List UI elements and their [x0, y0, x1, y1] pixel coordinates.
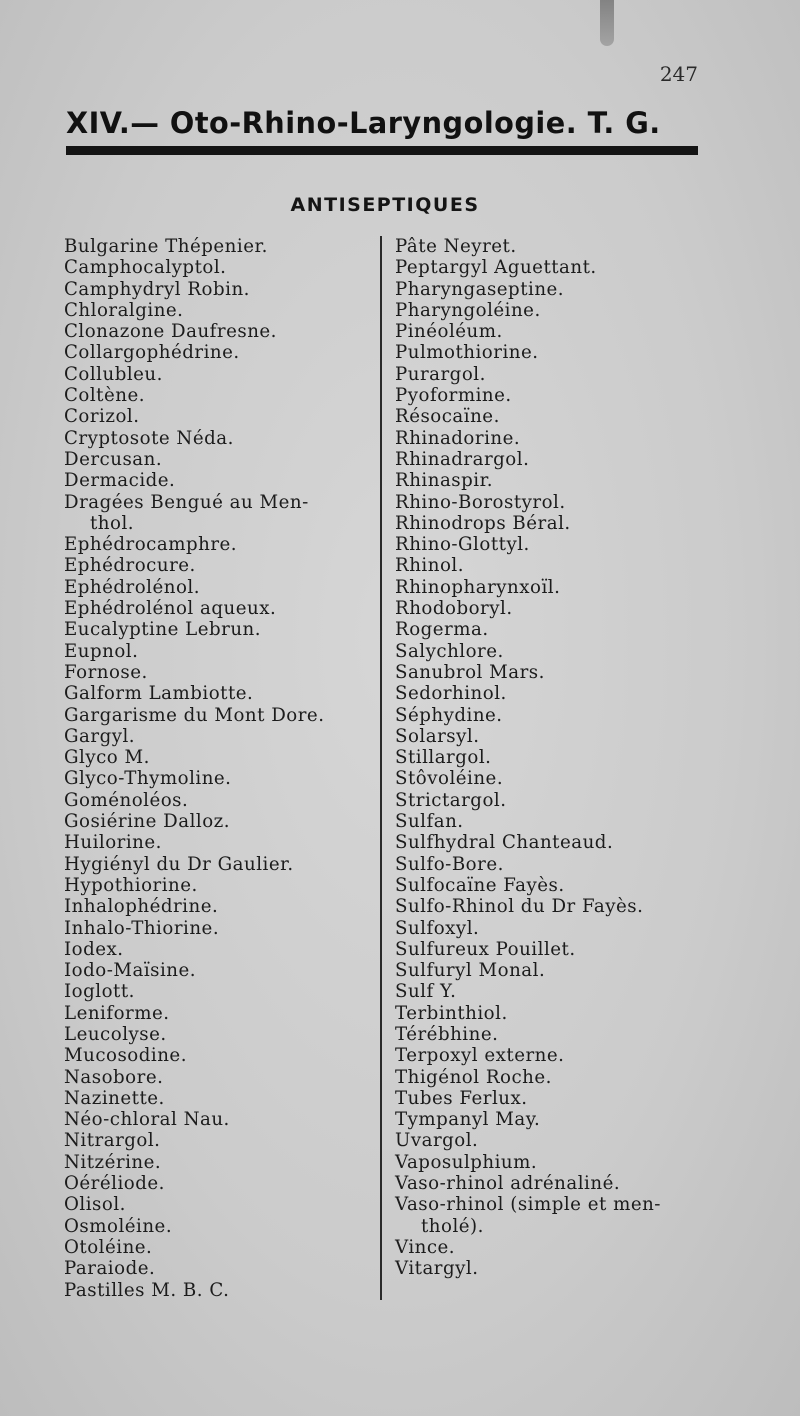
list-item: Bulgarine Thépenier.	[64, 236, 268, 257]
list-item: Dermacide.	[64, 470, 176, 492]
list-item: Dragées Bengué au Men-	[64, 491, 309, 513]
chapter-title: XIV.— Oto-Rhino-Laryngologie. T. G.	[66, 106, 661, 140]
list-item: Pinéoléum.	[395, 321, 503, 343]
list-item: Strictargol.	[395, 789, 507, 811]
list-item: Vince.	[395, 1236, 456, 1258]
list-item: Vaso-rhinol adrénaliné.	[395, 1173, 621, 1195]
section-heading: ANTISEPTIQUES	[290, 194, 480, 216]
list-item: Pulmothiorine.	[395, 342, 539, 364]
list-item: Nitrargol.	[64, 1130, 161, 1152]
list-item: Hypothiorine.	[64, 874, 198, 896]
list-item: Clonazone Daufresne.	[64, 321, 277, 343]
list-item: Sulfureux Pouillet.	[395, 938, 576, 960]
list-item: Ephédrolénol aqueux.	[64, 598, 277, 620]
list-item: Chloralgine.	[64, 299, 184, 321]
list-item: Sulfhydral Chanteaud.	[395, 832, 614, 854]
list-item: Purargol.	[395, 363, 486, 385]
page-number: 247	[659, 62, 698, 86]
list-item: Huilorine.	[64, 832, 162, 854]
list-item: Sulfo-Bore.	[395, 853, 504, 875]
list-item: Sulfo-Rhinol du Dr Fayès.	[395, 896, 644, 918]
list-item: Leucolyse.	[64, 1023, 167, 1045]
list-item: Séphydine.	[395, 704, 503, 726]
list-item: Rhinadrargol.	[395, 448, 530, 470]
list-item: Sulfan.	[395, 811, 464, 833]
list-item: Mucosodine.	[64, 1045, 187, 1067]
list-item: tholé).	[421, 1215, 484, 1237]
list-item: Rhinopharynxoïl.	[395, 576, 561, 598]
list-item: Stôvoléine.	[395, 768, 504, 790]
list-item: Rhino-Borostyrol.	[395, 491, 566, 513]
list-item: Peptargyl Aguettant.	[395, 257, 597, 279]
left-column-list	[64, 236, 376, 1301]
list-item: Olisol.	[64, 1194, 126, 1216]
title-rule	[66, 146, 698, 155]
list-item: Vaso-rhinol (simple et men-	[395, 1194, 661, 1216]
ink-smudge	[600, 0, 614, 46]
list-item: Pharyngaseptine.	[395, 278, 565, 300]
list-item: Nazinette.	[64, 1087, 165, 1109]
list-item: Oéréliode.	[64, 1173, 165, 1195]
list-item: Rhinaspir.	[395, 470, 494, 492]
list-item: Vitargyl.	[395, 1258, 479, 1280]
list-item: Salychlore.	[395, 640, 504, 662]
list-item: Eucalyptine Lebrun.	[64, 619, 262, 641]
list-item: Eupnol.	[64, 640, 139, 662]
list-item: Résocaïne.	[395, 406, 500, 428]
list-item: Glyco-Thymoline.	[64, 768, 232, 790]
list-item: Sanubrol Mars.	[395, 661, 545, 683]
list-item: Collubleu.	[64, 363, 163, 385]
list-item: Tubes Ferlux.	[395, 1087, 528, 1109]
list-item: Pharyngoléine.	[395, 299, 541, 321]
list-item: Nasobore.	[64, 1066, 164, 1088]
list-item: Terpoxyl externe.	[395, 1045, 565, 1067]
list-item: Otoléine.	[64, 1236, 153, 1258]
list-item: Stillargol.	[395, 747, 492, 769]
list-item: Terbinthiol.	[395, 1002, 508, 1024]
list-item: Solarsyl.	[395, 725, 480, 747]
list-item: Ephédrocamphre.	[64, 534, 238, 556]
list-item: Coltène.	[64, 385, 146, 407]
list-item: Ioglott.	[64, 981, 135, 1003]
list-item: Sulf Y.	[395, 981, 457, 1003]
list-item: Corizol.	[64, 406, 140, 428]
list-item: Iodo-Maïsine.	[64, 960, 197, 982]
list-item: Térébhine.	[395, 1023, 499, 1045]
list-item: Pâte Neyret.	[395, 236, 517, 257]
list-item: Inhalophédrine.	[64, 896, 219, 918]
list-item: Camphydryl Robin.	[64, 278, 250, 300]
list-item: Tympanyl May.	[395, 1109, 541, 1131]
list-item: Gosiérine Dalloz.	[64, 811, 231, 833]
list-item: Gargarisme du Mont Dore.	[64, 704, 325, 726]
list-item: Ephédrolénol.	[64, 576, 201, 598]
list-item: Ephédrocure.	[64, 555, 196, 577]
list-item: Vaposulphium.	[395, 1151, 538, 1173]
list-item: Osmoléine.	[64, 1215, 173, 1237]
list-item: Cryptosote Néda.	[64, 427, 234, 449]
list-item: Sulfocaïne Fayès.	[395, 874, 565, 896]
list-item: Pastilles M. B. C.	[64, 1279, 230, 1301]
list-item: Inhalo-Thiorine.	[64, 917, 220, 939]
list-item: Galform Lambiotte.	[64, 683, 254, 705]
list-item: Pyoformine.	[395, 385, 512, 407]
list-item: thol.	[90, 512, 135, 534]
list-item: Collargophédrine.	[64, 342, 240, 364]
list-item: Hygiényl du Dr Gaulier.	[64, 853, 294, 875]
column-divider	[380, 236, 382, 1300]
list-item: Rhinadorine.	[395, 427, 521, 449]
list-item: Glyco M.	[64, 747, 150, 769]
list-item: Néo-chloral Nau.	[64, 1109, 230, 1131]
list-item: Rhinodrops Béral.	[395, 512, 571, 534]
list-item: Uvargol.	[395, 1130, 479, 1152]
list-item: Rhino-Glottyl.	[395, 534, 530, 556]
list-item: Rhinol.	[395, 555, 464, 577]
list-item: Rhodoboryl.	[395, 598, 513, 620]
list-item: Sulfuryl Monal.	[395, 960, 546, 982]
right-column-list	[395, 236, 713, 1280]
list-item: Sulfoxyl.	[395, 917, 480, 939]
list-item: Camphocalyptol.	[64, 257, 227, 279]
list-item: Leniforme.	[64, 1002, 170, 1024]
list-item: Rogerma.	[395, 619, 489, 641]
list-item: Gargyl.	[64, 725, 136, 747]
list-item: Thigénol Roche.	[395, 1066, 552, 1088]
list-item: Goménoléos.	[64, 789, 189, 811]
product-columns	[64, 236, 714, 1300]
list-item: Iodex.	[64, 938, 124, 960]
list-item: Nitzérine.	[64, 1151, 162, 1173]
list-item: Paraiode.	[64, 1258, 156, 1280]
list-item: Dercusan.	[64, 448, 163, 470]
list-item: Sedorhinol.	[395, 683, 507, 705]
list-item: Fornose.	[64, 661, 148, 683]
